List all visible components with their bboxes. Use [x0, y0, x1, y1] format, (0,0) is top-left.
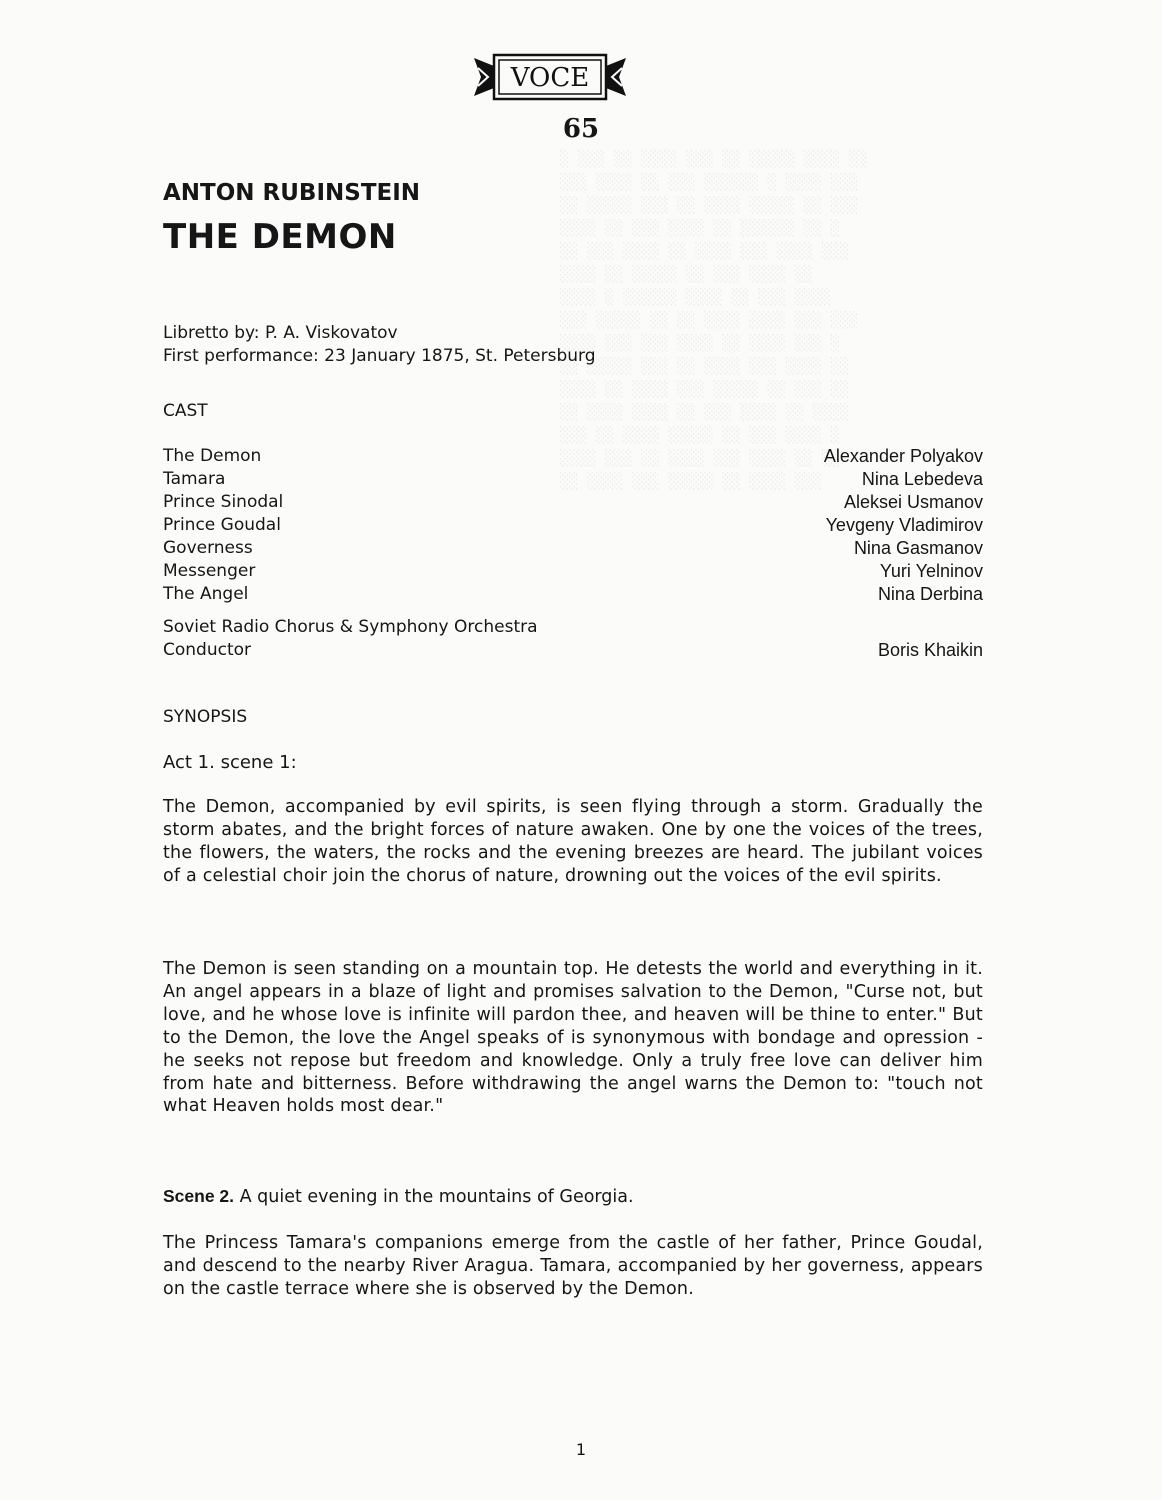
cast-role: Tamara — [163, 469, 226, 489]
cast-row — [163, 445, 983, 468]
cast-list — [163, 445, 983, 662]
synopsis-paragraph-3: The Princess Tamara's companions emerge from the castle of her father, Prince Goudal, and descend to the nearby River Aragua. Tamara, accompanied by her governess, appears on the castle terrace where she is observed by the Demon. — [163, 1233, 983, 1299]
work-details — [163, 322, 596, 368]
cast-role: The Demon — [163, 446, 262, 466]
cast-performer: Nina Derbina — [877, 584, 983, 604]
page-title: THE DEMON — [163, 217, 397, 257]
cast-performer: Nina Lebedeva — [861, 469, 983, 489]
cast-performer: Nina Gasmanov — [853, 538, 983, 558]
synopsis-paragraph-2: The Demon is seen standing on a mountain top. He detests the world and everything in it. An angel appears in a blaze of light and promises salvation to the Demon, "Curse not, but love, and he whose love is infinite will pardon thee, and heaven will be thine to enter." But to the Demon, the love the Angel speaks of is synonymous with bondage and opression - he seeks not repose but freedom and knowledge. Only a truly free love can deliver him from hate and bitterness. Before withdrawing the angel warns the Demon to: "touch not what Heaven holds most dear." — [163, 959, 983, 1117]
cast-row — [163, 468, 983, 491]
voce-logo — [472, 52, 628, 102]
bleed-through-texture: ░ ░░░ ░░ ░░░░ ░░░ ░░ ░░░░░ ░░░░ ░░ ░░░ ░░░░ ░░ ░░░ ░░░░░░ ░ ░░░░ ░░░ ░░ ░░░░░ ░░░ ░░ ░░░░ ░░░░░ ░░ ░░░ ░░░░ ░░ ░░░ ░░░░ ░░ ░░░░░░ ░░ ░ ░░ ░░░ ░░░░ ░░ ░░░░ ░░░ ░░░░ ░░░ ░░░░ ░░ ░░░░░ ░░ ░░░ ░░░░ ░░ ░░░░ ░ ░░░░░░ ░░░░ ░░ ░░░ ░░░░ ░░░ ░░░░░ ░░ ░░ ░░░░ ░░░░ ░░░ ░░░ ░░░░ ░░░ ░░░ ░░░░ ░░ ░░░░ ░░░ ░ ░░ ░░░░░ ░░░ ░░ ░░░░ ░░░ ░░░░ ░░ ░░░░ ░░ ░░░░ ░░░ ░░░░░ ░░ ░░░ ░░ ░░ ░░░░ ░░░░ ░░ ░░░ ░░░░ ░░ ░░░░ ░░░ ░░ ░░░░ ░░░░░ ░░ ░░░ ░░░░ ░ ░░░░ ░░░ ░░ ░░░░ ░░░ ░░░░ ░░ ░░ ░░ ░░░░ ░░░ ░░░░░ ░░ ░░░░ ░░░ — [560, 150, 868, 490]
orchestra-row — [163, 616, 983, 639]
cast-heading: CAST — [163, 401, 208, 421]
cast-role: The Angel — [163, 584, 249, 604]
cast-role: Prince Goudal — [163, 515, 281, 535]
cast-performer: Alexander Polyakov — [823, 446, 983, 466]
scene2-text: A quiet evening in the mountains of Georgia. — [239, 1187, 634, 1207]
cast-role: Prince Sinodal — [163, 492, 284, 512]
cast-row — [163, 514, 983, 537]
cast-row — [163, 537, 983, 560]
cast-role: Governess — [163, 538, 253, 558]
libretto-line: Libretto by: P. A. Viskovatov — [163, 323, 398, 343]
scene2-label: Scene 2. — [163, 1186, 235, 1206]
act1-heading: Act 1. scene 1: — [163, 752, 297, 773]
orchestra-name: Soviet Radio Chorus & Symphony Orchestra — [163, 617, 538, 637]
composer-name: ANTON RUBINSTEIN — [163, 180, 421, 206]
cast-performer: Yevgeny Vladimirov — [825, 515, 983, 535]
conductor-row — [163, 639, 983, 662]
cast-performer: Yuri Yelninov — [879, 561, 983, 581]
first-performance-line: First performance: 23 January 1875, St. Petersburg — [163, 346, 596, 366]
scene2-heading — [163, 1186, 634, 1207]
synopsis-paragraph-1: The Demon, accompanied by evil spirits, is seen flying through a storm. Gradually the storm abates, and the bright forces of nature awaken. One by one the voices of the trees, the flowers, the waters, the rocks and the evening breezes are heard. The jubilant voices of a celestial choir join the chorus of nature, drowning out the voices of the evil spirits. — [163, 797, 983, 886]
synopsis-heading: SYNOPSIS — [163, 707, 248, 727]
cast-row — [163, 491, 983, 514]
page-number: 1 — [575, 1440, 587, 1459]
issue-number: 65 — [562, 114, 600, 144]
cast-performer: Aleksei Usmanov — [843, 492, 983, 512]
logo-text: VOCE — [510, 63, 590, 93]
conductor-label: Conductor — [163, 640, 252, 660]
cast-row — [163, 583, 983, 606]
cast-role: Messenger — [163, 561, 256, 581]
conductor-name: Boris Khaikin — [877, 640, 983, 660]
cast-row — [163, 560, 983, 583]
